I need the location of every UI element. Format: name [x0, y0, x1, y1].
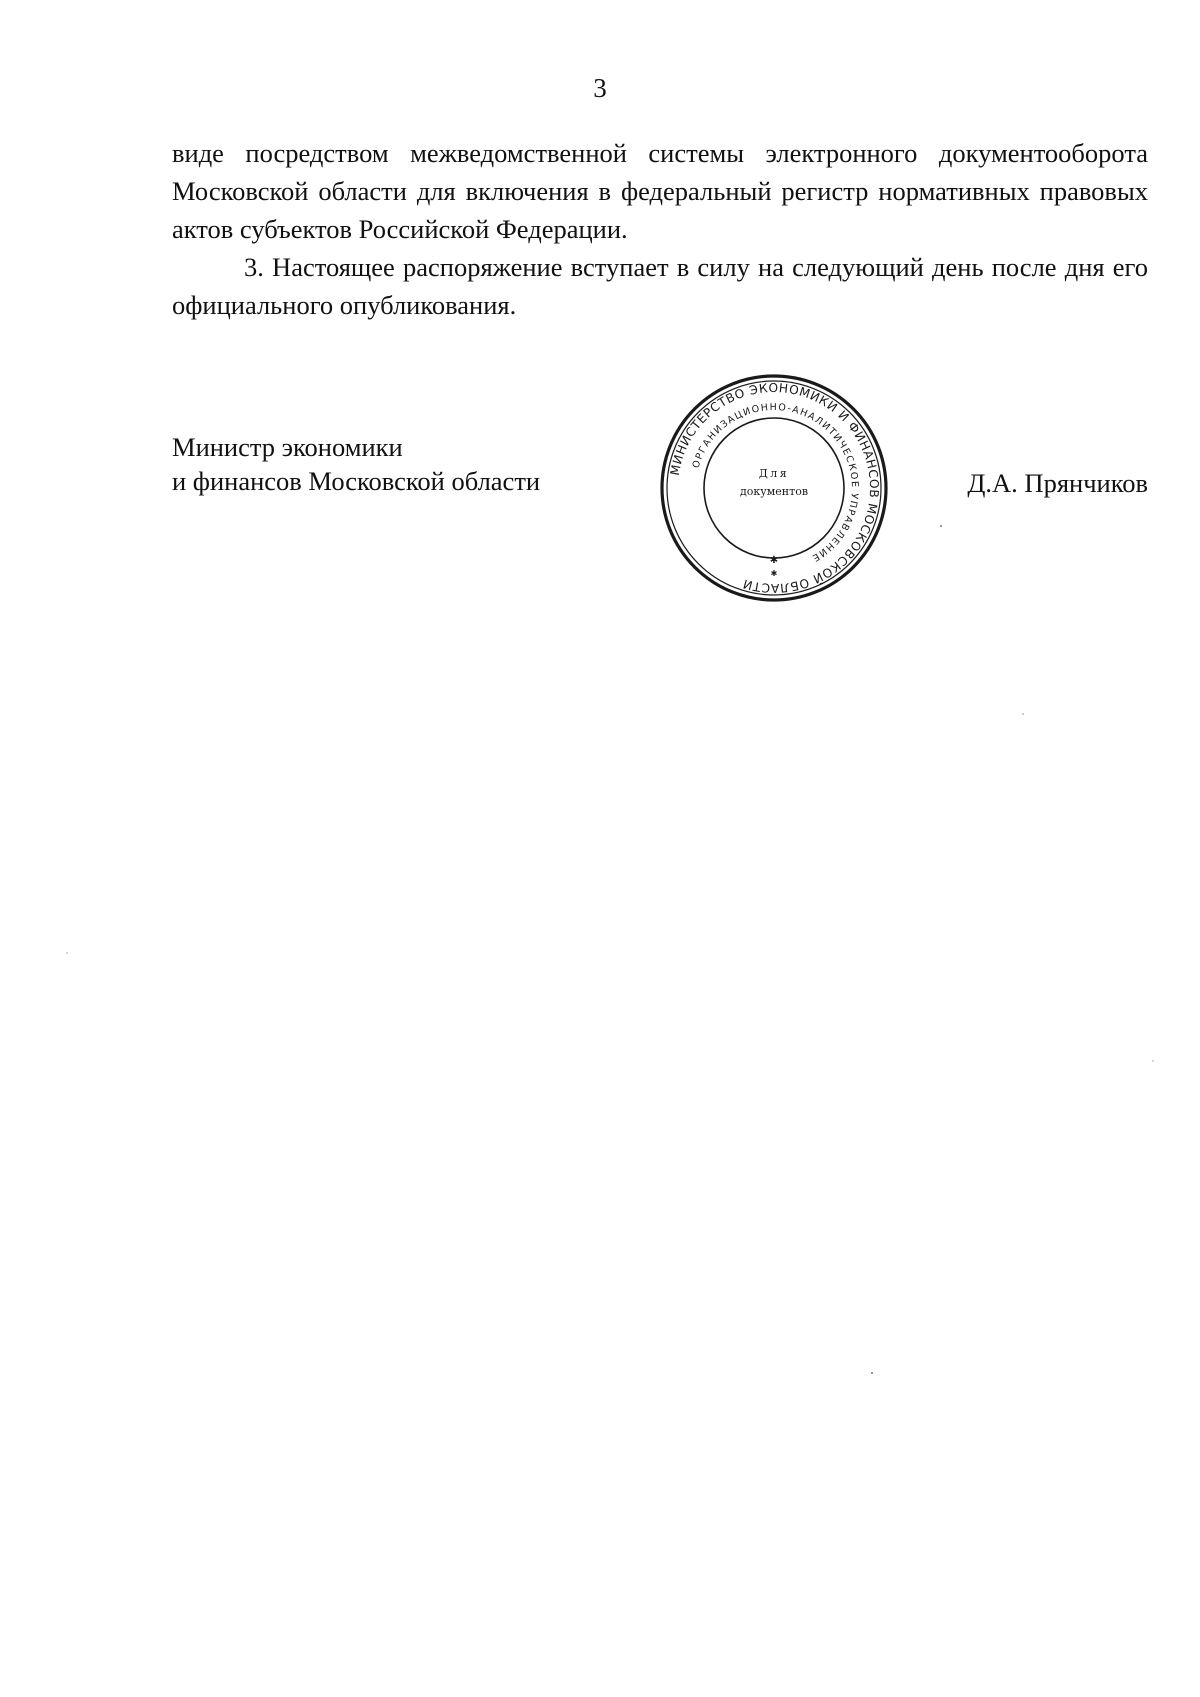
scan-speck [871, 1372, 873, 1374]
signatory-name: Д.А. Прянчиков [967, 468, 1148, 498]
seal-star-icon: ✱ [769, 555, 779, 566]
signatory-position-line-2: и финансов Московской области [172, 466, 541, 496]
scan-speck [1022, 713, 1024, 715]
seal-outer-text: МИНИСТЕРСТВО ЭКОНОМИКИ И ФИНАНСОВ МОСКОВСКОЙ ОБЛАСТИ [667, 380, 882, 596]
official-seal-stamp [660, 374, 888, 602]
signatory-position-line-1: Министр экономики [172, 432, 403, 462]
seal-center-line-2: документов [739, 485, 809, 498]
seal-inner-text: ОРГАНИЗАЦИОННО-АНАЛИТИЧЕСКОЕ УПРАВЛЕНИЕ [690, 401, 861, 564]
signatory-position [172, 430, 540, 498]
scan-speck [940, 525, 942, 527]
paragraph-continuation: виде посредством межведомственной системы электронного документооборота Московской области для включения в федеральный регистр нормативных правовых актов субъектов Российской Федерации. [172, 138, 1148, 244]
svg-text:ОРГАНИЗАЦИОННО-АНАЛИТИЧЕСКОЕ У [691, 402, 860, 564]
scan-speck [1152, 1060, 1154, 1062]
scan-speck [66, 952, 68, 954]
seal-center-line-1: Для [758, 467, 790, 480]
seal-graphic [660, 374, 888, 602]
paragraph-item-3: 3. Настоящее распоряжение вступает в силу на следующий день после дня его официального опубликования. [172, 252, 1148, 320]
page-number: 3 [593, 73, 607, 103]
document-body [172, 134, 1148, 324]
seal-small-star-icon: ✱ [770, 569, 778, 578]
